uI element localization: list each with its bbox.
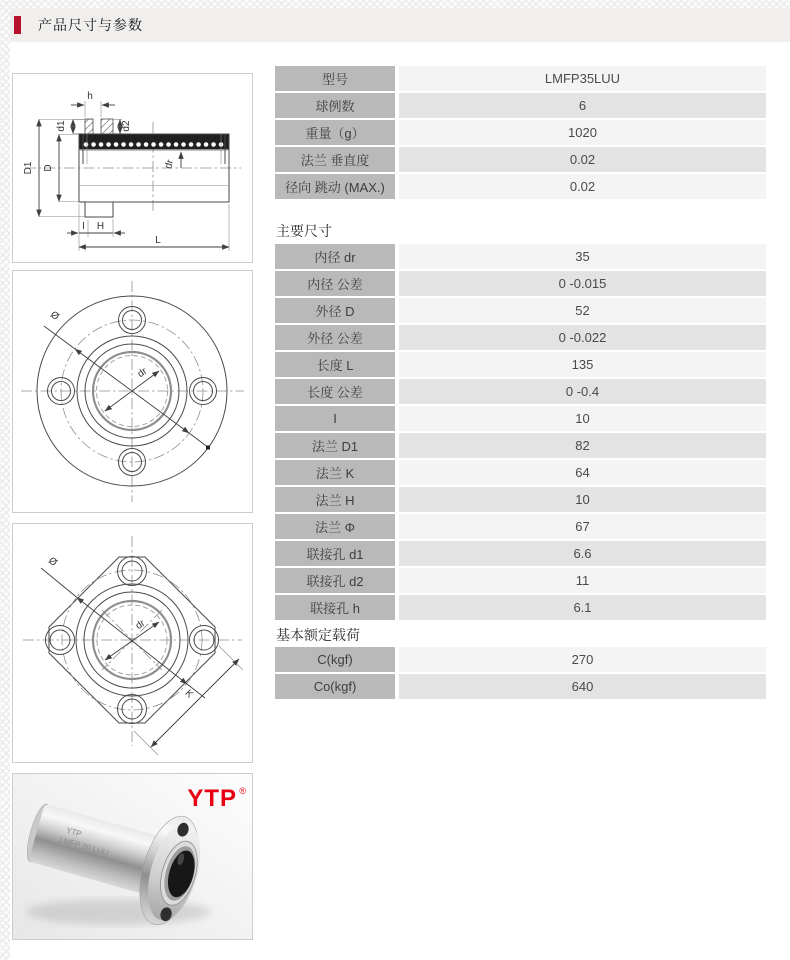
load-rating-table	[275, 647, 766, 699]
dim-label-d1: d1	[56, 120, 67, 132]
dim-label-I: I	[82, 221, 85, 232]
dim-label-d2: d2	[121, 120, 132, 132]
table-row	[275, 120, 766, 145]
table-row	[275, 244, 766, 269]
table-row	[275, 541, 766, 566]
spec-label: 联接孔 h	[275, 595, 395, 620]
spec-value: 6	[399, 93, 766, 118]
table-row	[275, 174, 766, 199]
spec-value: 1020	[399, 120, 766, 145]
table-row	[275, 325, 766, 350]
section-header-bar	[10, 8, 790, 42]
product-photo-image	[13, 774, 252, 939]
section-title-dimensions: 主要尺寸	[276, 223, 332, 239]
spec-label: 长度 L	[275, 352, 395, 377]
square-flange-image	[13, 524, 252, 762]
etched-brand-text: YTP	[65, 825, 83, 839]
spec-panel	[275, 66, 766, 701]
spec-value: 0 -0.4	[399, 379, 766, 404]
spec-label: Co(kgf)	[275, 674, 395, 699]
dim-label-L: L	[155, 235, 161, 246]
spec-value: 11	[399, 568, 766, 593]
dim-label-square-dr: dr	[133, 617, 148, 633]
spec-label: 法兰 Φ	[275, 514, 395, 539]
table-row	[275, 568, 766, 593]
dimensions-table	[275, 244, 766, 620]
spec-value: 64	[399, 460, 766, 485]
table-row	[275, 674, 766, 699]
spec-label: 外径 公差	[275, 325, 395, 350]
spec-value: 82	[399, 433, 766, 458]
spec-label: 内径 dr	[275, 244, 395, 269]
product-spec-page	[10, 8, 790, 960]
ytp-logo: YTP	[187, 785, 237, 812]
drawing-side-section	[12, 73, 253, 263]
spec-label: 重量（g）	[275, 120, 395, 145]
dim-label-D: D	[43, 164, 54, 172]
spec-label: 法兰 K	[275, 460, 395, 485]
drawing-round-flange	[12, 270, 253, 513]
table-row	[275, 379, 766, 404]
spec-value: 10	[399, 487, 766, 512]
basic-spec-table	[275, 66, 766, 199]
product-photo	[12, 773, 253, 940]
dim-label-round-dia: Ø	[48, 309, 61, 323]
spec-label: 法兰 D1	[275, 433, 395, 458]
dim-label-square-dia: Ø	[46, 555, 59, 569]
spec-value: 0.02	[399, 147, 766, 172]
table-row	[275, 66, 766, 91]
spec-value: 6.6	[399, 541, 766, 566]
table-row	[275, 406, 766, 431]
page-title: 产品尺寸与参数	[38, 17, 143, 33]
spec-label: C(kgf)	[275, 647, 395, 672]
spec-value: 0 -0.022	[399, 325, 766, 350]
spec-value: 135	[399, 352, 766, 377]
spec-value: 0.02	[399, 174, 766, 199]
dim-label-round-dr: dr	[135, 365, 150, 381]
table-row	[275, 93, 766, 118]
etched-model-text: LMFP 20 LUU	[58, 835, 110, 858]
red-accent-bar	[14, 16, 21, 34]
drawing-square-flange	[12, 523, 253, 763]
spec-label: 联接孔 d1	[275, 541, 395, 566]
spec-value: 10	[399, 406, 766, 431]
round-flange-image	[13, 271, 252, 512]
table-row	[275, 647, 766, 672]
spec-value: 35	[399, 244, 766, 269]
spec-label: 径向 跳动 (MAX.)	[275, 174, 395, 199]
table-row	[275, 487, 766, 512]
table-row	[275, 460, 766, 485]
section-title-load: 基本额定载荷	[276, 627, 360, 643]
dim-label-H: H	[96, 221, 105, 232]
spec-value: LMFP35LUU	[399, 66, 766, 91]
table-row	[275, 352, 766, 377]
table-row	[275, 271, 766, 296]
spec-value: 52	[399, 298, 766, 323]
spec-label: 法兰 H	[275, 487, 395, 512]
dim-label-K: K	[182, 687, 196, 701]
spec-value: 640	[399, 674, 766, 699]
spec-label: I	[275, 406, 395, 431]
spec-label: 法兰 垂直度	[275, 147, 395, 172]
table-row	[275, 595, 766, 620]
spec-value: 0 -0.015	[399, 271, 766, 296]
spec-value: 270	[399, 647, 766, 672]
spec-value: 67	[399, 514, 766, 539]
table-row	[275, 298, 766, 323]
spec-label: 内径 公差	[275, 271, 395, 296]
table-row	[275, 514, 766, 539]
dim-label-D1: D1	[23, 161, 34, 175]
table-row	[275, 433, 766, 458]
spec-label: 外径 D	[275, 298, 395, 323]
table-row	[275, 147, 766, 172]
side-section-image	[13, 74, 252, 262]
dim-label-h: h	[87, 91, 93, 102]
registered-mark-icon: ®	[239, 786, 246, 796]
spec-label: 长度 公差	[275, 379, 395, 404]
spec-label: 球例数	[275, 93, 395, 118]
spec-label: 型号	[275, 66, 395, 91]
spec-value: 6.1	[399, 595, 766, 620]
dim-label-dr: dr	[163, 158, 177, 171]
spec-label: 联接孔 d2	[275, 568, 395, 593]
